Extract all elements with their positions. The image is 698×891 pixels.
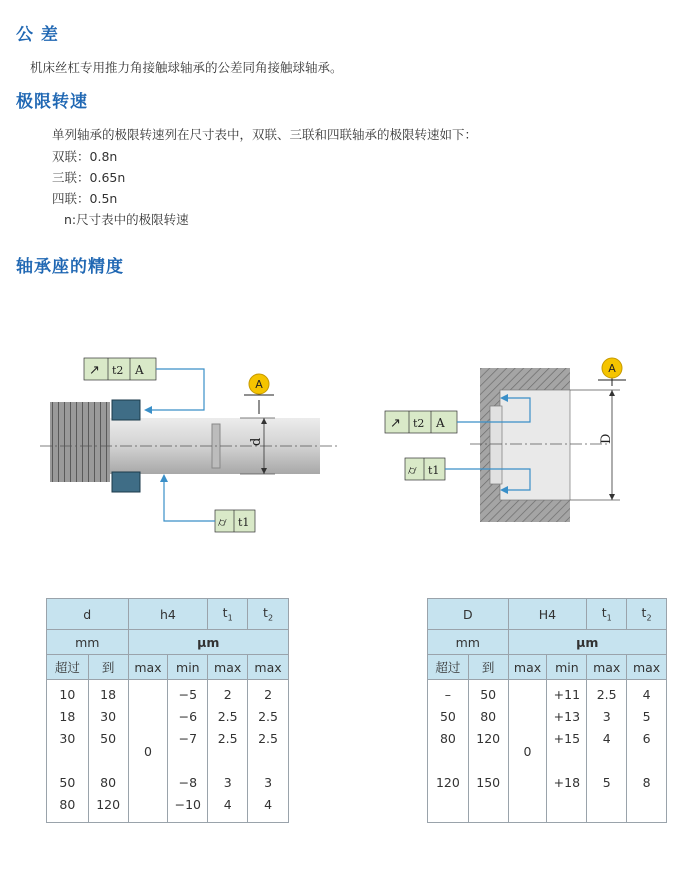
col-max: max	[508, 655, 547, 680]
unit-mm: mm	[428, 630, 509, 655]
shaft-diagram	[40, 340, 350, 540]
shaft-tolerance-table	[46, 598, 289, 823]
speed-note: n:尺寸表中的极限转速	[64, 212, 189, 227]
col-t1-max: max	[587, 655, 627, 680]
speed-item-triple: 三联：0.65n	[52, 170, 126, 185]
unit-um: μm	[128, 630, 288, 655]
to-column: 50 80 120 150	[468, 680, 508, 823]
t1-column: 2 2.5 2.5 3 4	[208, 680, 248, 823]
housing-frame1-tol: t2	[413, 417, 425, 430]
head-t1: $t_1$	[208, 599, 248, 630]
to-column: 18 30 50 80 120	[88, 680, 128, 823]
head-h4: h4	[128, 599, 208, 630]
max-value: 0	[508, 680, 547, 823]
over-column: – 50 80 120	[428, 680, 469, 823]
housing-diagram	[380, 350, 640, 530]
tolerance-title: 公 差	[16, 25, 59, 45]
housing-frame1-ref: A	[436, 416, 445, 430]
min-column: +11 +13 +15 +18	[547, 680, 587, 823]
housing-bore	[500, 390, 570, 500]
frame1-tol: t2	[112, 364, 124, 377]
col-min: min	[547, 655, 587, 680]
col-t2-max: max	[627, 655, 667, 680]
over-column: 10 18 30 50 80	[47, 680, 89, 823]
speed-item-double: 双联：0.8n	[52, 149, 118, 164]
unit-mm: mm	[47, 630, 129, 655]
unit-um: μm	[508, 630, 666, 655]
thread-section	[50, 402, 110, 482]
col-over: 超过	[428, 655, 469, 680]
t2-column: 4 5 6 8	[627, 680, 667, 823]
min-column: −5 −6 −7 −8 −10	[168, 680, 208, 823]
housing-frame2-tol: t1	[428, 464, 440, 477]
runout-icon: ↗	[89, 363, 100, 378]
tolerance-text: 机床丝杠专用推力角接触球轴承的公差同角接触球轴承。	[30, 60, 343, 75]
col-to: 到	[88, 655, 128, 680]
col-to: 到	[468, 655, 508, 680]
housing-title: 轴承座的精度	[16, 257, 124, 277]
housing-cylindricity-icon: ⌭	[408, 463, 417, 477]
head-t1: $t_1$	[587, 599, 627, 630]
col-min: min	[168, 655, 208, 680]
housing-datum-a-label: A	[608, 362, 616, 375]
housing-runout-icon: ↗	[390, 416, 401, 431]
head-D: D	[428, 599, 509, 630]
nut-top	[112, 400, 140, 420]
head-d: d	[47, 599, 129, 630]
speed-title: 极限转速	[16, 92, 88, 112]
col-t2-max: max	[248, 655, 289, 680]
dim-label-D: D	[599, 433, 614, 444]
col-max: max	[128, 655, 168, 680]
head-t2: $t_2$	[248, 599, 289, 630]
speed-intro: 单列轴承的极限转速列在尺寸表中，双联、三联和四联轴承的极限转速如下：	[52, 127, 478, 142]
col-over: 超过	[47, 655, 89, 680]
datum-a-label: A	[255, 378, 263, 391]
cylindricity-icon: ⌭	[218, 515, 227, 529]
head-t2: $t_2$	[627, 599, 667, 630]
speed-item-quad: 四联：0.5n	[52, 191, 118, 206]
dim-label-d: d	[249, 437, 264, 446]
frame1-ref: A	[135, 363, 144, 377]
head-H4: H4	[508, 599, 587, 630]
nut-bottom	[112, 472, 140, 492]
max-value: 0	[128, 680, 168, 823]
housing-tolerance-table	[427, 598, 667, 823]
t1-column: 2.5 3 4 5	[587, 680, 627, 823]
col-t1-max: max	[208, 655, 248, 680]
t2-column: 2 2.5 2.5 3 4	[248, 680, 289, 823]
frame2-tol: t1	[238, 516, 250, 529]
